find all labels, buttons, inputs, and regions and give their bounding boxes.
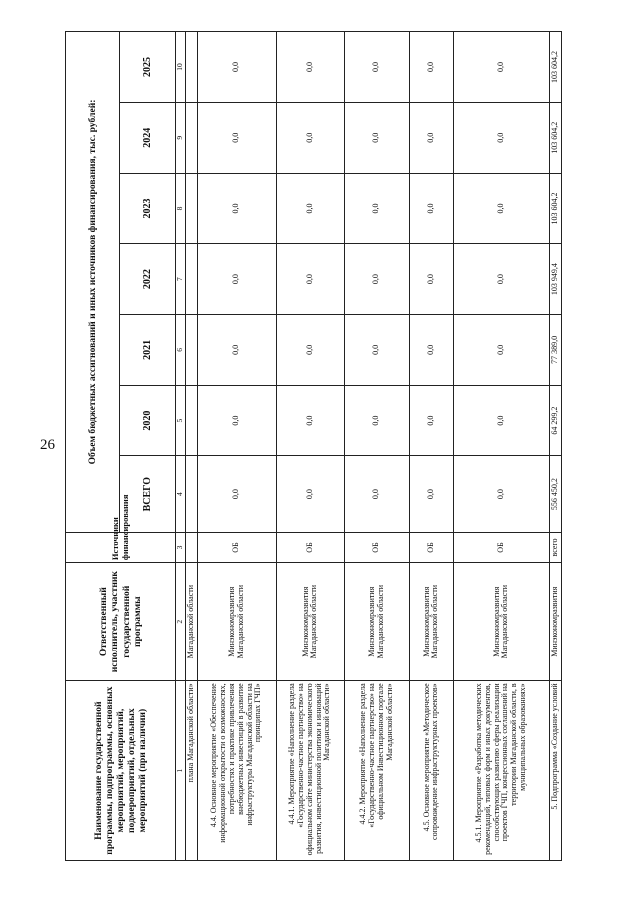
cell-value: 0,0: [344, 32, 409, 103]
cell-value: 0,0: [453, 32, 549, 103]
cell-value: 0,0: [276, 456, 344, 533]
column-number: 10: [176, 32, 186, 103]
cell-value: 0,0: [344, 315, 409, 386]
cell-name: 4.4. Основное мероприятие «Обеспечение информационной открытости о возможностях, потребностях и практике привлечения внебюджетных инвестиций в развитие инфраструктуры Магаданской области на принципах ГЧП»: [197, 681, 276, 861]
rotated-page: [65, 31, 570, 861]
cell-value: 0,0: [409, 32, 453, 103]
cell-source: ОБ: [276, 532, 344, 562]
header-source: Источники финансирования: [66, 532, 176, 562]
cell-name: 4.5. Основное мероприятие «Методическое сопровождение инфраструктурных проектов»: [409, 681, 453, 861]
cell-value: [186, 385, 198, 456]
cell-source: всего: [549, 532, 561, 562]
cell-value: 0,0: [409, 315, 453, 386]
cell-value: 0,0: [453, 102, 549, 173]
column-number: 9: [176, 102, 186, 173]
header-year: 2024: [120, 102, 176, 173]
column-number: 2: [176, 563, 186, 681]
cell-value: 0,0: [453, 385, 549, 456]
cell-value: 0,0: [197, 244, 276, 315]
cell-value: 0,0: [344, 385, 409, 456]
cell-executor: Минэкономразвития Магаданской области: [276, 563, 344, 681]
cell-value: 0,0: [453, 173, 549, 244]
cell-value: 0,0: [197, 102, 276, 173]
cell-value: 0,0: [276, 244, 344, 315]
cell-value: 0,0: [409, 102, 453, 173]
cell-source: ОБ: [344, 532, 409, 562]
cell-value: 0,0: [409, 456, 453, 533]
cell-name: 5. Подпрограмма «Создание условий: [549, 681, 561, 861]
cell-value: 0,0: [453, 244, 549, 315]
column-number: 8: [176, 173, 186, 244]
cell-value: 103 604,2: [549, 102, 561, 173]
cell-value: [186, 173, 198, 244]
cell-value: 0,0: [276, 32, 344, 103]
cell-value: 0,0: [344, 456, 409, 533]
header-name: Наименование государственной программы, подпрограммы, основных мероприятий, мероприятий, подмероприятий, отдельных мероприятий (при наличии): [66, 681, 176, 861]
header-funding: Объем бюджетных ассигнований и иных источников финансирования, тыс. рублей:: [66, 32, 120, 533]
table-row: [344, 32, 409, 861]
cell-value: 0,0: [276, 315, 344, 386]
cell-executor: Минэкономразвития Магаданской области: [344, 563, 409, 681]
cell-name: 4.4.1. Мероприятие «Наполнение раздела «Государственно-частное партнерство» на официальном сайте министерства экономического развития, инвестиционной политики и инноваций Магаданской области»: [276, 681, 344, 861]
cell-value: [186, 456, 198, 533]
cell-value: 0,0: [276, 102, 344, 173]
cell-name: плана Магаданской области»: [186, 681, 198, 861]
cell-value: 0,0: [344, 173, 409, 244]
header-year: 2025: [120, 32, 176, 103]
cell-value: 0,0: [409, 244, 453, 315]
cell-value: [186, 315, 198, 386]
header-year: 2020: [120, 385, 176, 456]
funding-table: [65, 31, 562, 861]
table-row: [276, 32, 344, 861]
cell-value: 0,0: [453, 456, 549, 533]
table-row: [453, 32, 549, 861]
cell-value: 556 450,2: [549, 456, 561, 533]
cell-value: 77 389,0: [549, 315, 561, 386]
cell-executor: Минэкономразвития Магаданской области: [453, 563, 549, 681]
column-number: 1: [176, 681, 186, 861]
cell-value: 0,0: [197, 456, 276, 533]
cell-source: ОБ: [409, 532, 453, 562]
cell-value: [186, 244, 198, 315]
table-row: [409, 32, 453, 861]
cell-value: 0,0: [453, 315, 549, 386]
cell-value: 0,0: [344, 102, 409, 173]
header-year: 2021: [120, 315, 176, 386]
column-number: 5: [176, 385, 186, 456]
cell-value: [186, 32, 198, 103]
column-number: 6: [176, 315, 186, 386]
cell-executor: Минэкономразвития: [549, 563, 561, 681]
column-number: 3: [176, 532, 186, 562]
cell-value: 64 299,2: [549, 385, 561, 456]
cell-value: 0,0: [409, 385, 453, 456]
cell-executor: Минэкономразвития Магаданской области: [409, 563, 453, 681]
cell-value: 0,0: [197, 315, 276, 386]
cell-value: 0,0: [197, 173, 276, 244]
cell-value: [186, 102, 198, 173]
table-row: [197, 32, 276, 861]
header-year: 2023: [120, 173, 176, 244]
cell-value: 0,0: [344, 244, 409, 315]
cell-executor: Минэкономразвития Магаданской области: [197, 563, 276, 681]
cell-value: 0,0: [197, 385, 276, 456]
cell-source: ОБ: [453, 532, 549, 562]
cell-value: 103 949,4: [549, 244, 561, 315]
header-total: ВСЕГО: [120, 456, 176, 533]
cell-value: 103 604,2: [549, 32, 561, 103]
cell-value: 103 604,2: [549, 173, 561, 244]
cell-source: ОБ: [197, 532, 276, 562]
cell-value: 0,0: [276, 173, 344, 244]
cell-name: 4.5.1. Мероприятие «Разработка методических рекомендаций, типовых форм и иных документов, способствующих развитию сферы реализации проектов ГЧП, концессионных соглашений на территории Магаданской области, в муниципальных образованиях»: [453, 681, 549, 861]
table-row: [186, 32, 198, 861]
header-year: 2022: [120, 244, 176, 315]
table-row: [549, 32, 561, 861]
page-number: 26: [40, 437, 55, 453]
cell-value: 0,0: [409, 173, 453, 244]
table-body: [186, 32, 562, 861]
header-executor: Ответственный исполнитель, участник государственной программы: [66, 563, 176, 681]
cell-source: [186, 532, 198, 562]
column-number: 4: [176, 456, 186, 533]
cell-name: 4.4.2. Мероприятие «Наполнение раздела «Государственно-частное партнерство» на официальном Инвестиционном портале Магаданской области»: [344, 681, 409, 861]
column-number: 7: [176, 244, 186, 315]
cell-executor: Магаданской области: [186, 563, 198, 681]
cell-value: 0,0: [276, 385, 344, 456]
cell-value: 0,0: [197, 32, 276, 103]
